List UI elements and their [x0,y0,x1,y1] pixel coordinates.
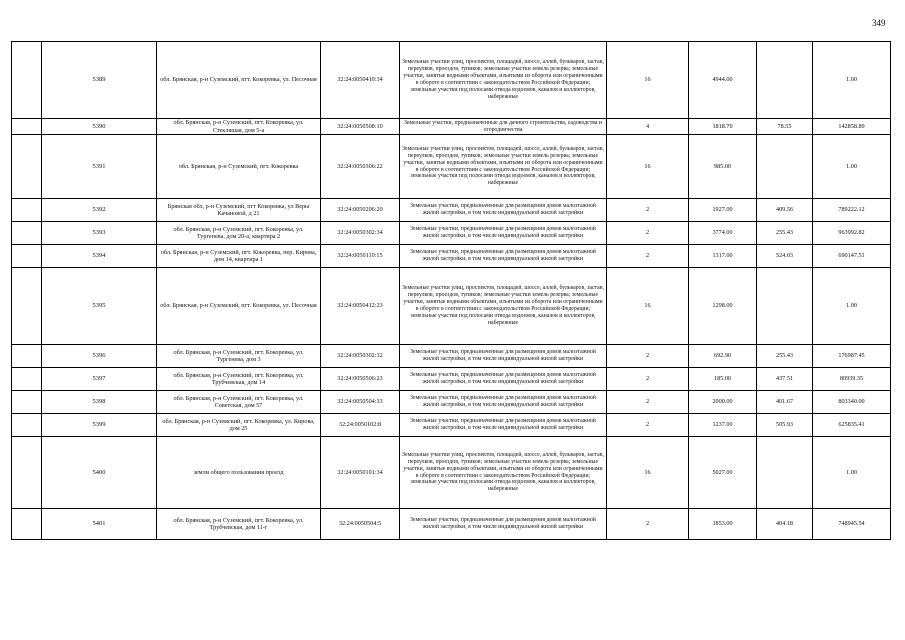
land-use-cell: Земельные участки улиц, проспектов, площадей, шоссе, аллей, бульваров, застав, переулков, проездов, тупиков; земельные участки земель резерва; земельные участки, занятые водными объектами, изъятыми из оборота или ограниченными в обороте в соответствии с законодательством Российской Федерации; земельные участки под полосами отвода водоемов, каналов и коллекторов, набережные [400,437,607,509]
area-cell: 1298.00 [689,268,757,345]
cadastral-number: 32:24:0050206:20 [321,199,400,222]
address-cell: обл. Брянская, р-н Суземский, пгт. Кокоревка, ул. Тургенева, дом 20-а, квартира 2 [157,222,321,245]
blank-cell [12,222,42,245]
area-cell: 1853.00 [689,509,757,540]
blank-cell [12,391,42,414]
cadastral-number: 32:24:0050410:34 [321,42,400,119]
row-number: 5395 [42,268,157,345]
rate-cell: 401.67 [757,391,813,414]
row-number: 5397 [42,368,157,391]
register-rows [12,42,891,540]
row-number: 5396 [42,345,157,368]
land-use-cell: Земельные участки улиц, проспектов, площадей, шоссе, аллей, бульваров, застав, переулков, проездов, тупиков; земельные участки земель резерва; земельные участки, занятые водными объектами, изъятыми из оборота или ограниченными в обороте в соответствии с законодательством Российской Федерации; земельные участки под полосами отвода водоемов, каналов и коллекторов, набережные [400,135,607,199]
blank-cell [12,119,42,135]
cadastral-number: 32:24:0050412:23 [321,268,400,345]
area-cell: 5027.00 [689,437,757,509]
cadastral-number: 32:24:0050506:23 [321,368,400,391]
value-cell: 1.00 [813,135,891,199]
land-use-cell: Земельные участки, предназначенные для размещения домов малоэтажной жилой застройки, в том числе индивидуальной жилой застройки [400,245,607,268]
cadastral-number: 32:24:0050110:15 [321,245,400,268]
value-cell: 690147.51 [813,245,891,268]
cadastral-number: 32:24:0050302:34 [321,222,400,245]
cadastral-number: 32:24:0050508:10 [321,119,400,135]
blank-cell [12,414,42,437]
land-use-cell: Земельные участки, предназначенные для размещения домов малоэтажной жилой застройки, в том числе индивидуальной жилой застройки [400,368,607,391]
row-number: 5390 [42,119,157,135]
address-cell: обл. Брянская, р-н Суземский, пгт. Кокоревка, ул. Трубчевская, дом 14 [157,368,321,391]
value-cell: 1.00 [813,42,891,119]
table-row [12,391,891,414]
area-cell: 1317.00 [689,245,757,268]
rate-cell [757,42,813,119]
rate-cell [757,268,813,345]
area-cell: 185.00 [689,368,757,391]
area-cell: 4944.00 [689,42,757,119]
use-code: 2 [607,509,689,540]
address-cell: обл. Брянская, р-н Суземский, пгт. Кокоревка, пер. Кирова, дом 14, квартира 1 [157,245,321,268]
cadastral-number: 32:24:0050101:34 [321,437,400,509]
blank-cell [12,268,42,345]
value-cell: 80939.35 [813,368,891,391]
table-row [12,345,891,368]
address-cell: обл. Брянская, р-н Суземский, пгт. Кокоревка, ул. Песочная [157,42,321,119]
rate-cell: 505.93 [757,414,813,437]
use-code: 2 [607,199,689,222]
address-cell: обл. Брянская, р-н Суземский, пгт. Кокоревка, ул. Стекляшая, дом 5-а [157,119,321,135]
land-use-cell: Земельные участки, предназначенные для размещения домов малоэтажной жилой застройки, в том числе индивидуальной жилой застройки [400,199,607,222]
address-cell: обл. Брянская, р-н Суземский, пгт. Кокоревка, ул. Песочная [157,268,321,345]
address-cell: земли общего пользования проезд [157,437,321,509]
rate-cell: 255.43 [757,345,813,368]
value-cell: 176987.45 [813,345,891,368]
value-cell: 625835.41 [813,414,891,437]
address-cell: Брянская обл, р-н Суземский, пгт Кокоревка, ул Веры Качановой, д 21 [157,199,321,222]
blank-cell [12,437,42,509]
value-cell: 748945.54 [813,509,891,540]
rate-cell: 437.51 [757,368,813,391]
cadastral-number: 32:24:0050306:22 [321,135,400,199]
land-use-cell: Земельные участки улиц, проспектов, площадей, шоссе, аллей, бульваров, застав, переулков, проездов, тупиков; земельные участки земель резерва; земельные участки, занятые водными объектами, изъятыми из оборота или ограниченными в обороте в соответствии с законодательством Российской Федерации; земельные участки под полосами отвода водоемов, каналов и коллекторов, набережные [400,268,607,345]
table-row [12,509,891,540]
area-cell: 985.00 [689,135,757,199]
use-code: 16 [607,135,689,199]
rate-cell: 404.18 [757,509,813,540]
cadastral-number: 32:24:0050102:8 [321,414,400,437]
row-number: 5393 [42,222,157,245]
land-use-cell: Земельные участки, предназначенные для размещения домов малоэтажной жилой застройки, в том числе индивидуальной жилой застройки [400,509,607,540]
table-row [12,245,891,268]
area-cell: 1818.70 [689,119,757,135]
address-cell: обл. Брянская, р-н Суземский, пгт. Кокоревка, ул. Кирова, дом 25 [157,414,321,437]
land-use-cell: Земельные участки, предназначенные для дачного строительства, садоводства и огородничества [400,119,607,135]
row-number: 5400 [42,437,157,509]
use-code: 16 [607,42,689,119]
cadastral-number: 32:24:0050302:12 [321,345,400,368]
value-cell: 142858.89 [813,119,891,135]
row-number: 5394 [42,245,157,268]
row-number: 5399 [42,414,157,437]
blank-cell [12,135,42,199]
use-code: 2 [607,368,689,391]
row-number: 5389 [42,42,157,119]
rate-cell: 255.43 [757,222,813,245]
value-cell: 963992.82 [813,222,891,245]
row-number: 5391 [42,135,157,199]
row-number: 5398 [42,391,157,414]
value-cell: 1.00 [813,437,891,509]
area-cell: 1927.00 [689,199,757,222]
address-cell: обл. Брянская, р-н Суземский, пгт. Кокоревка, ул. Советская, дом 57 [157,391,321,414]
value-cell: 789222.12 [813,199,891,222]
address-cell: обл. Брянская, р-н Суземский, пгт. Кокоревка, ул. Тургенева, дом 3 [157,345,321,368]
row-number: 5401 [42,509,157,540]
table-row [12,42,891,119]
rate-cell [757,135,813,199]
area-cell: 1237.00 [689,414,757,437]
use-code: 2 [607,345,689,368]
area-cell: 2000.00 [689,391,757,414]
land-use-cell: Земельные участки, предназначенные для размещения домов малоэтажной жилой застройки, в том числе индивидуальной жилой застройки [400,414,607,437]
use-code: 4 [607,119,689,135]
use-code: 16 [607,437,689,509]
rate-cell: 524.03 [757,245,813,268]
rate-cell: 78.55 [757,119,813,135]
table-row [12,119,891,135]
area-cell: 3774.00 [689,222,757,245]
blank-cell [12,368,42,391]
rate-cell: 409.56 [757,199,813,222]
rate-cell [757,437,813,509]
land-use-cell: Земельные участки, предназначенные для размещения домов малоэтажной жилой застройки, в том числе индивидуальной жилой застройки [400,345,607,368]
address-cell: обл. Брянская, р-н Суземский, пгт. Кокоревка, ул. Трубчевская, дом 11-г [157,509,321,540]
page-number: 349 [872,18,886,28]
use-code: 2 [607,222,689,245]
value-cell: 803340.00 [813,391,891,414]
blank-cell [12,509,42,540]
blank-cell [12,245,42,268]
land-use-cell: Земельные участки, предназначенные для размещения домов малоэтажной жилой застройки, в том числе индивидуальной жилой застройки [400,222,607,245]
row-number: 5392 [42,199,157,222]
use-code: 2 [607,245,689,268]
value-cell: 1.00 [813,268,891,345]
blank-cell [12,42,42,119]
area-cell: 692.90 [689,345,757,368]
use-code: 2 [607,414,689,437]
land-use-cell: Земельные участки, предназначенные для размещения домов малоэтажной жилой застройки, в том числе индивидуальной жилой застройки [400,391,607,414]
cadastral-number: 32:24:0050504:5 [321,509,400,540]
table-row [12,222,891,245]
table-row [12,437,891,509]
use-code: 16 [607,268,689,345]
address-cell: обл. Брянская, р-н Суземский, пгт. Кокоревка [157,135,321,199]
use-code: 2 [607,391,689,414]
blank-cell [12,199,42,222]
land-use-cell: Земельные участки улиц, проспектов, площадей, шоссе, аллей, бульваров, застав, переулков, проездов, тупиков; земельные участки земель резерва; земельные участки, занятые водными объектами, изъятыми из оборота или ограниченными в обороте в соответствии с законодательством Российской Федерации; земельные участки под полосами отвода водоемов, каналов и коллекторов, набережные [400,42,607,119]
table-row [12,199,891,222]
table-row [12,414,891,437]
register-table [11,41,891,540]
table-row [12,368,891,391]
table-row [12,135,891,199]
blank-cell [12,345,42,368]
table-row [12,268,891,345]
cadastral-number: 32:24:0050504:33 [321,391,400,414]
